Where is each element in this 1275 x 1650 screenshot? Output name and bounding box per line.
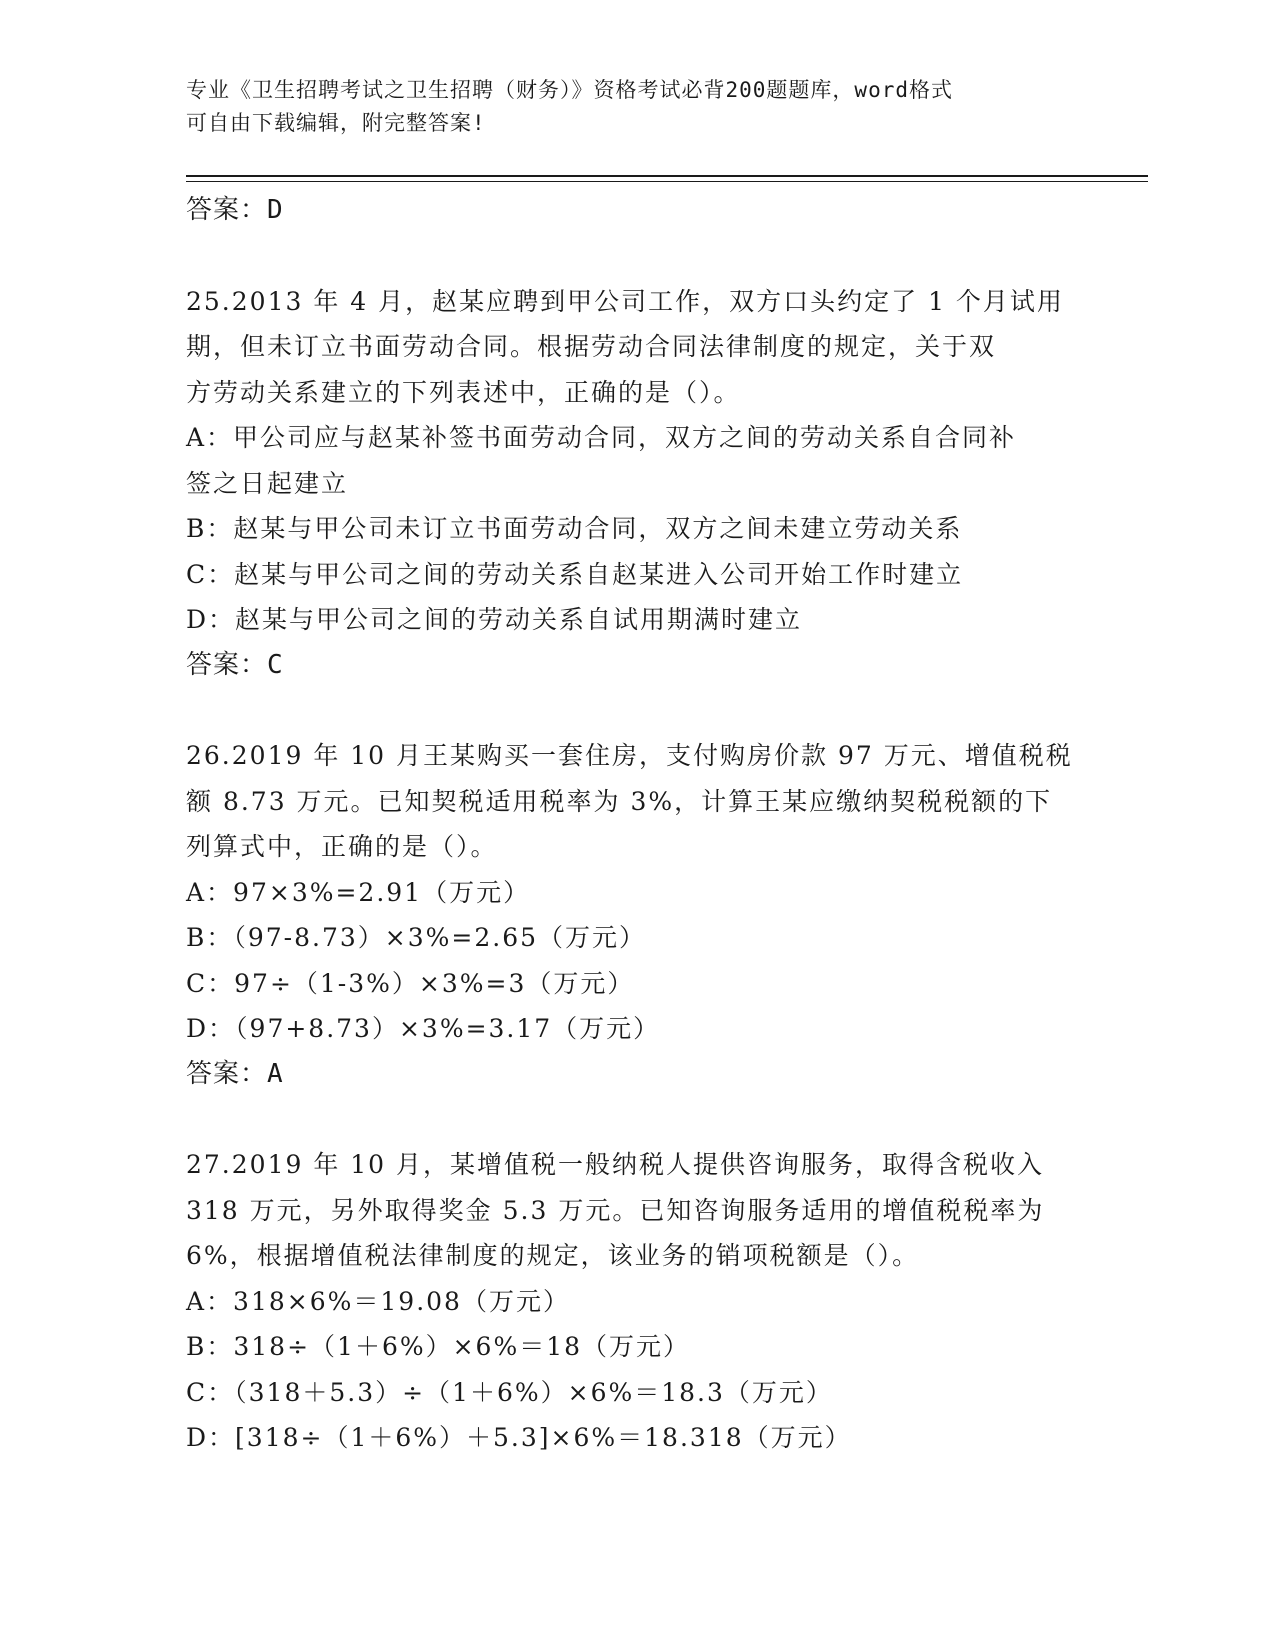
question-stem-line: 列算式中，正确的是（）。 [186, 832, 498, 861]
header-divider [186, 175, 1148, 182]
question-stem-line: 期，但未订立书面劳动合同。根据劳动合同法律制度的规定，关于双 [186, 332, 997, 361]
question-stem-line: 方劳动关系建立的下列表述中，正确的是（）。 [186, 377, 741, 407]
option-d: D：（97+8.73）×3%=3.17（万元） [186, 1014, 661, 1043]
header-title-line-1: 专业《卫生招聘考试之卫生招聘（财务）》资格考试必背200题题库，word格式 [186, 78, 953, 102]
question-26 [186, 733, 1086, 1097]
question-stem-line: 27.2019 年 10 月，某增值税一般纳税人提供咨询服务，取得含税收入 [186, 1150, 1045, 1179]
question-25 [186, 279, 1086, 689]
spacer [186, 1097, 1086, 1142]
question-27 [186, 1142, 1086, 1461]
option-b: B：（97-8.73）×3%=2.65（万元） [186, 923, 647, 952]
option-b: B：赵某与甲公司未订立书面劳动合同，双方之间未建立劳动关系 [186, 514, 963, 543]
option-c: C：赵某与甲公司之间的劳动关系自赵某进入公司开始工作时建立 [186, 559, 964, 589]
option-a: A：318×6%＝19.08（万元） [186, 1286, 570, 1316]
answer: 答案：A [186, 1058, 284, 1089]
option-b: B：318÷（1＋6%）×6%＝18（万元） [186, 1332, 691, 1361]
question-stem-line: 25.2013 年 4 月，赵某应聘到甲公司工作，双方口头约定了 1 个月试用 [186, 286, 1064, 316]
document-body [186, 188, 1086, 1461]
document-header [186, 74, 1086, 140]
spacer [186, 688, 1086, 733]
spacer [186, 234, 1086, 279]
header-title-line-2: 可自由下载编辑，附完整答案! [186, 111, 486, 135]
option-a-continued: 签之日起建立 [186, 468, 349, 498]
previous-answer: 答案：D [186, 195, 284, 225]
question-stem-line: 26.2019 年 10 月王某购买一套住房，支付购房价款 97 万元、增值税税 [186, 741, 1073, 770]
answer: 答案：C [186, 649, 284, 680]
option-d: D：[318÷（1＋6%）＋5.3]×6%＝18.318（万元） [186, 1423, 852, 1452]
option-a: A：甲公司应与赵某补签书面劳动合同，双方之间的劳动关系自合同补 [186, 423, 1017, 452]
option-c: C：97÷（1-3%）×3%=3（万元） [186, 968, 635, 998]
question-stem-line: 318 万元，另外取得奖金 5.3 万元。已知咨询服务适用的增值税税率为 [186, 1195, 1045, 1225]
question-stem-line: 6%，根据增值税法律制度的规定，该业务的销项税额是（）。 [186, 1241, 920, 1270]
question-stem-line: 额 8.73 万元。已知契税适用税率为 3%，计算王某应缴纳契税税额的下 [186, 786, 1053, 816]
option-a: A：97×3%=2.91（万元） [186, 877, 531, 907]
option-c: C：（318＋5.3）÷（1＋6%）×6%＝18.3（万元） [186, 1377, 833, 1407]
option-d: D：赵某与甲公司之间的劳动关系自试用期满时建立 [186, 605, 803, 634]
